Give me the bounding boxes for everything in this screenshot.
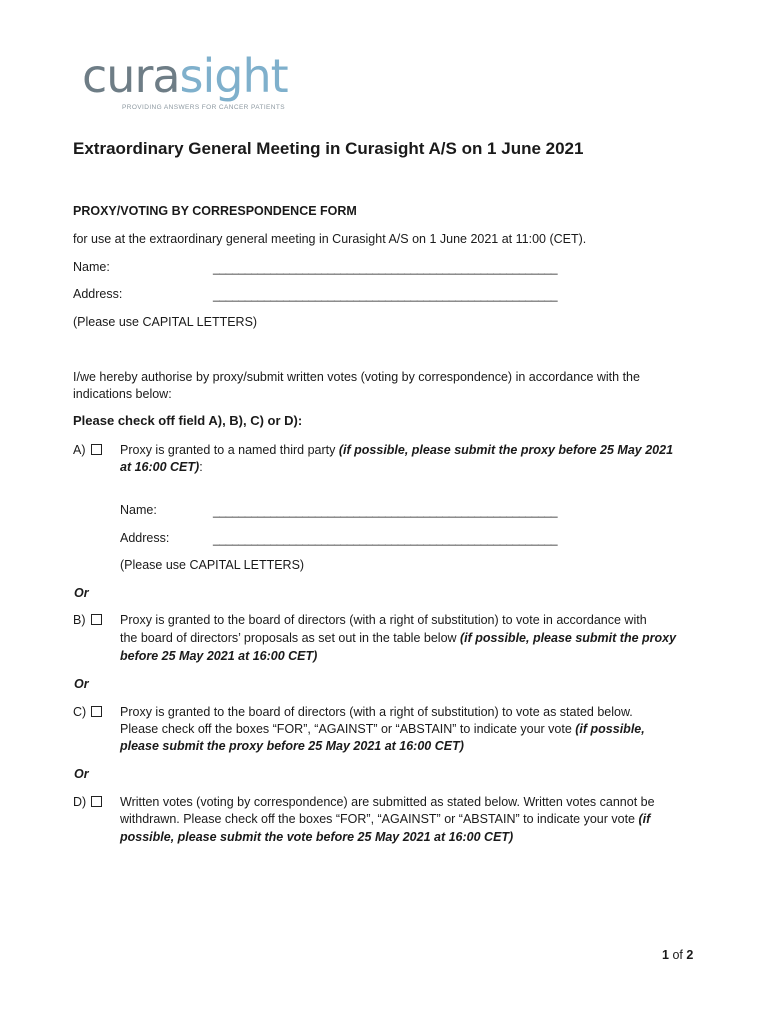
option-b-text-line1: Proxy is granted to the board of directors (with a right of substitution) to vote in accordance with	[120, 613, 647, 627]
option-c-text-line3: please submit the proxy before 25 May 2021 at 16:00 CET)	[120, 739, 464, 753]
option-a-address-label: Address:	[120, 531, 170, 545]
option-c-text-line1: Proxy is granted to the board of directors (with a right of substitution) to vote as stated below.	[120, 705, 633, 719]
option-c-checkbox[interactable]	[91, 706, 102, 717]
or-separator-2: Or	[74, 677, 89, 691]
option-a-capital-note: (Please use CAPITAL LETTERS)	[120, 558, 305, 572]
option-b-text-line2: the board of directors’ proposals as set out in the table below (if possible, please submit the proxy	[120, 631, 677, 645]
option-d-text-line2: withdrawn. Please check off the boxes “FOR”, “AGAINST” or “ABSTAIN” to indicate your vote (if	[120, 812, 651, 826]
option-b-checkbox[interactable]	[91, 614, 102, 625]
page-title: Extraordinary General Meeting in Curasight A/S on 1 June 2021	[73, 139, 584, 158]
page-number: 1 of 2	[662, 948, 694, 962]
name-field[interactable]: ______________________________________________________	[213, 261, 558, 275]
address-field[interactable]: ______________________________________________________	[213, 288, 558, 302]
name-label: Name:	[73, 260, 110, 274]
form-heading: PROXY/VOTING BY CORRESPONDENCE FORM	[73, 204, 357, 218]
logo-wordmark: curasight	[82, 49, 288, 103]
option-a-name-label: Name:	[120, 503, 157, 517]
intro-text: for use at the extraordinary general meeting in Curasight A/S on 1 June 2021 at 11:00 (CET).	[73, 232, 587, 246]
option-c-text-line2: Please check off the boxes “FOR”, “AGAINST” or “ABSTAIN” to indicate your vote (if possible,	[120, 722, 645, 736]
option-b-label: B)	[73, 612, 102, 630]
authorise-text-line2: indications below:	[73, 387, 172, 401]
curasight-logo	[78, 46, 288, 118]
authorise-text-line1: I/we hereby authorise by proxy/submit written votes (voting by correspondence) in accordance with the	[73, 370, 640, 384]
option-a-text-line2: at 16:00 CET):	[120, 460, 203, 474]
option-a-label: A)	[73, 442, 102, 460]
option-a-address-field[interactable]: ______________________________________________________	[213, 532, 558, 546]
capital-letters-note: (Please use CAPITAL LETTERS)	[73, 315, 258, 329]
option-a-name-field[interactable]: ______________________________________________________	[213, 504, 558, 518]
or-separator-3: Or	[74, 767, 89, 781]
check-heading: Please check off field A), B), C) or D):	[73, 413, 303, 428]
option-a-checkbox[interactable]	[91, 444, 102, 455]
option-d-label: D)	[73, 794, 102, 812]
logo-tagline: PROVIDING ANSWERS FOR CANCER PATIENTS	[122, 104, 285, 111]
address-label: Address:	[73, 287, 123, 301]
or-separator-1: Or	[74, 586, 89, 600]
option-d-text-line1: Written votes (voting by correspondence) are submitted as stated below. Written votes cannot be	[120, 795, 655, 809]
option-c-label: C)	[73, 704, 102, 722]
option-d-checkbox[interactable]	[91, 796, 102, 807]
option-b-text-line3: before 25 May 2021 at 16:00 CET)	[120, 649, 318, 663]
option-d-text-line3: possible, please submit the vote before 25 May 2021 at 16:00 CET)	[120, 830, 514, 844]
option-a-text-line1: Proxy is granted to a named third party (if possible, please submit the proxy before 25 May 2021	[120, 443, 674, 457]
